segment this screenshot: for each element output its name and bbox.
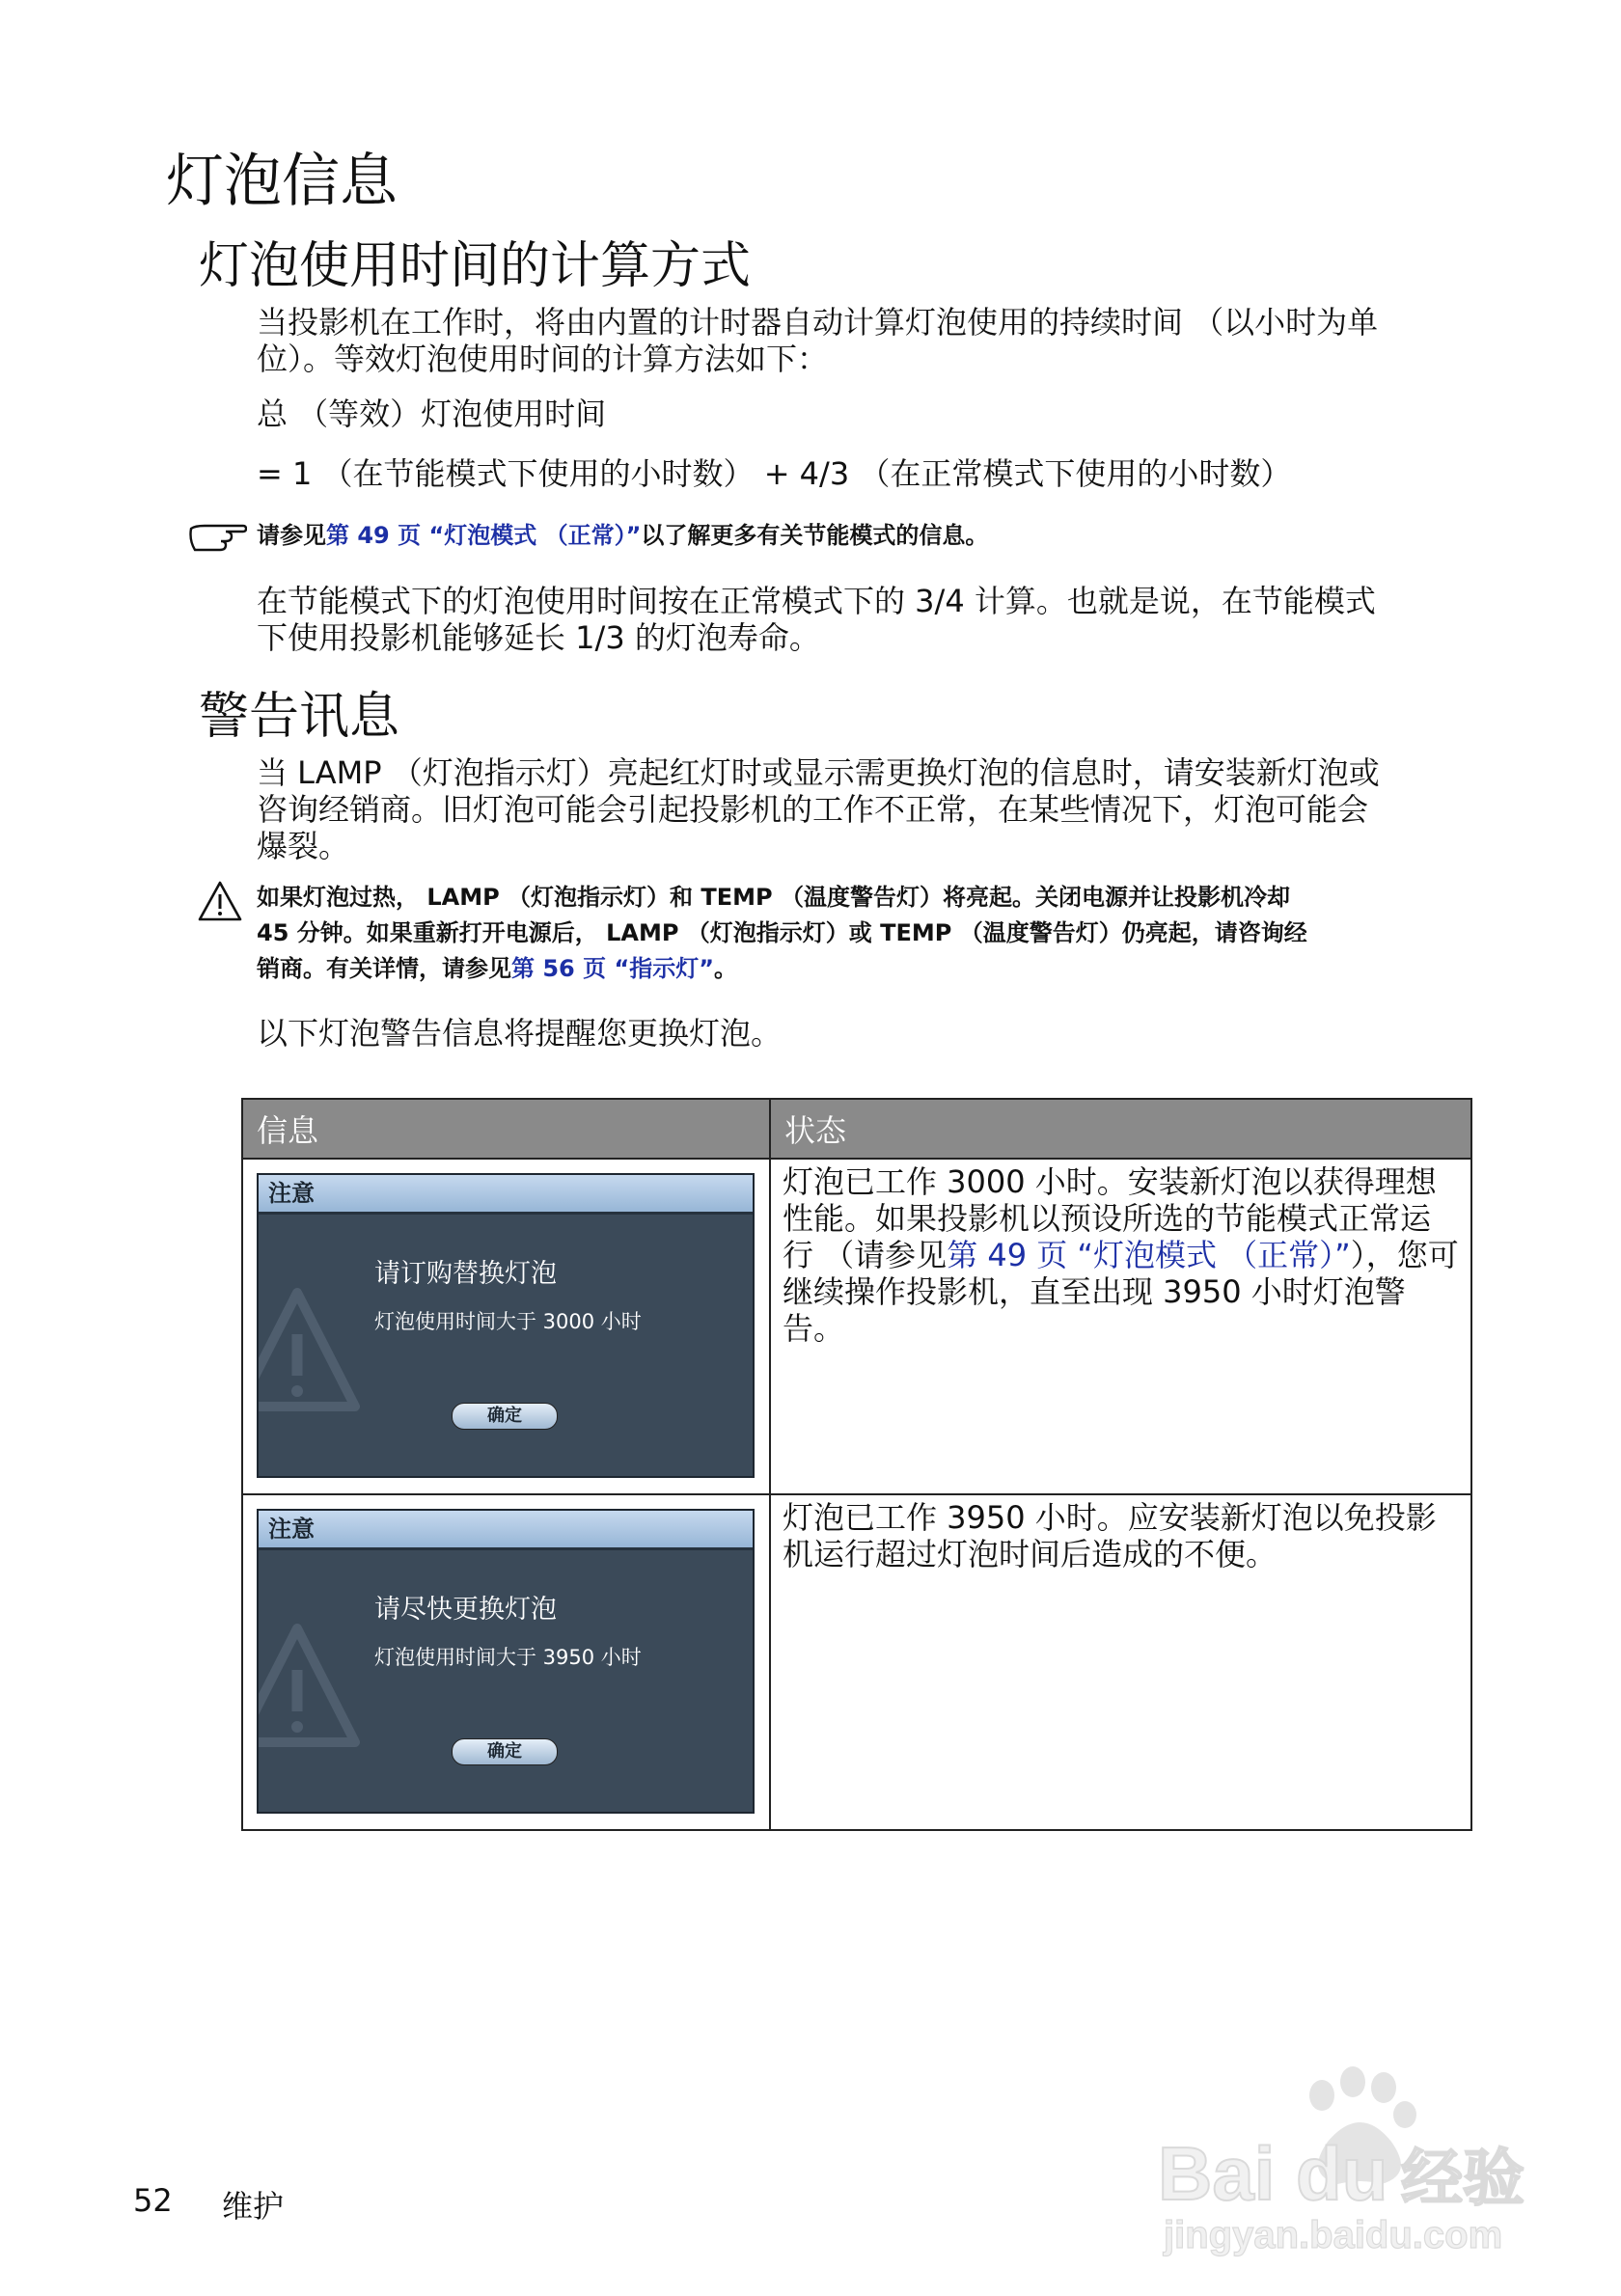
link-indicators-p56[interactable]: 第 56 页 “指示灯” xyxy=(511,955,715,982)
paragraph: 在节能模式下的灯泡使用时间按在正常模式下的 3/4 计算。也就是说，在节能模式 xyxy=(257,583,1376,619)
section-heading-lamp-hours: 灯泡使用时间的计算方式 xyxy=(199,237,752,295)
osd-dialog xyxy=(257,1173,755,1478)
osd-title-bar: 注意 xyxy=(259,1175,753,1215)
column-header-status: 状态 xyxy=(770,1099,1471,1159)
watermark-brand-suffix: 经验 xyxy=(1401,2144,1525,2215)
osd-heading: 请订购替换灯泡 xyxy=(374,1259,557,1289)
osd-cell xyxy=(242,1494,770,1830)
paragraph: 位）。等效灯泡使用时间的计算方法如下： xyxy=(257,341,829,377)
column-header-message: 信息 xyxy=(242,1099,770,1159)
paragraph: 以下灯泡警告信息将提醒您更换灯泡。 xyxy=(257,1015,783,1052)
warning-text xyxy=(257,951,1463,987)
warning-icon xyxy=(259,1281,365,1426)
ok-button[interactable]: 确定 xyxy=(452,1403,558,1430)
warning-suffix: 。 xyxy=(714,955,738,982)
status-text: 灯泡已工作 3000 小时。安装新灯泡以获得理想性能。如果投影机以预设所选的节能模式正常运行 （请参见 xyxy=(783,1163,1437,1273)
footer-section: 维护 xyxy=(222,2188,285,2225)
osd-message: 灯泡使用时间大于 3000 小时 xyxy=(374,1310,642,1333)
formula: = 1 （在节能模式下使用的小时数） + 4/3 （在正常模式下使用的小时数） xyxy=(257,455,1292,492)
paragraph: 当 LAMP （灯泡指示灯）亮起红灯时或显示需更换灯泡的信息时，请安装新灯泡或 xyxy=(257,754,1380,791)
paragraph: 当投影机在工作时，将由内置的计时器自动计算灯泡使用的持续时间 （以小时为单 xyxy=(257,304,1379,341)
status-cell xyxy=(770,1159,1471,1494)
table-header-row xyxy=(242,1099,1471,1159)
osd-title-bar: 注意 xyxy=(259,1511,753,1550)
lamp-warning-table xyxy=(241,1098,1472,1831)
warning-text: 45 分钟。如果重新打开电源后， LAMP （灯泡指示灯）或 TEMP （温度警告灯）仍亮起，请咨询经 xyxy=(257,919,1307,946)
ok-button[interactable]: 确定 xyxy=(452,1738,558,1765)
paragraph: 咨询经销商。旧灯泡可能会引起投影机的工作不正常，在某些情况下，灯泡可能会 xyxy=(257,791,1369,828)
note-suffix: 以了解更多有关节能模式的信息。 xyxy=(641,522,989,549)
page-number: 52 xyxy=(133,2182,173,2219)
paragraph: 下使用投影机能够延长 1/3 的灯泡寿命。 xyxy=(257,619,820,656)
warning-icon xyxy=(197,880,243,922)
table-row xyxy=(242,1159,1471,1494)
status-text: ），您可继续操作投影机，直至出现 3950 小时灯泡警告。 xyxy=(783,1237,1459,1347)
watermark-url: jingyan.baidu.com xyxy=(1164,2214,1503,2256)
section-heading-warnings: 警告讯息 xyxy=(199,688,400,746)
osd-message: 灯泡使用时间大于 3950 小时 xyxy=(374,1646,642,1669)
watermark-brand: Bai du xyxy=(1158,2131,1388,2216)
osd-dialog xyxy=(257,1509,755,1814)
page-title: 灯泡信息 xyxy=(166,148,398,215)
note-prefix: 请参见 xyxy=(257,522,326,549)
baidu-watermark xyxy=(1139,2055,1544,2261)
warning-text: 如果灯泡过热， LAMP （灯泡指示灯）和 TEMP （温度警告灯）将亮起。关闭电源并让投影机冷却 xyxy=(257,884,1290,911)
osd-cell xyxy=(242,1159,770,1494)
warning-prefix: 销商。有关详情，请参见 xyxy=(257,955,511,982)
link-lamp-mode-p49[interactable]: 第 49 页 “灯泡模式 （正常）” xyxy=(326,522,642,549)
pointing-hand-icon xyxy=(187,521,247,556)
link-lamp-mode-p49[interactable]: 第 49 页 “灯泡模式 （正常）” xyxy=(947,1237,1351,1273)
table-row xyxy=(242,1494,1471,1830)
status-text: 灯泡已工作 3950 小时。应安装新灯泡以免投影机运行超过灯泡时间后造成的不便。 xyxy=(783,1499,1437,1572)
baidu-paw-logo xyxy=(1139,2055,1544,2257)
osd-heading: 请尽快更换灯泡 xyxy=(374,1595,557,1625)
paragraph: 爆裂。 xyxy=(257,828,350,864)
warning-icon xyxy=(259,1617,365,1762)
formula-label: 总 （等效）灯泡使用时间 xyxy=(257,396,607,432)
note-text xyxy=(257,518,1463,554)
status-cell xyxy=(770,1494,1471,1830)
